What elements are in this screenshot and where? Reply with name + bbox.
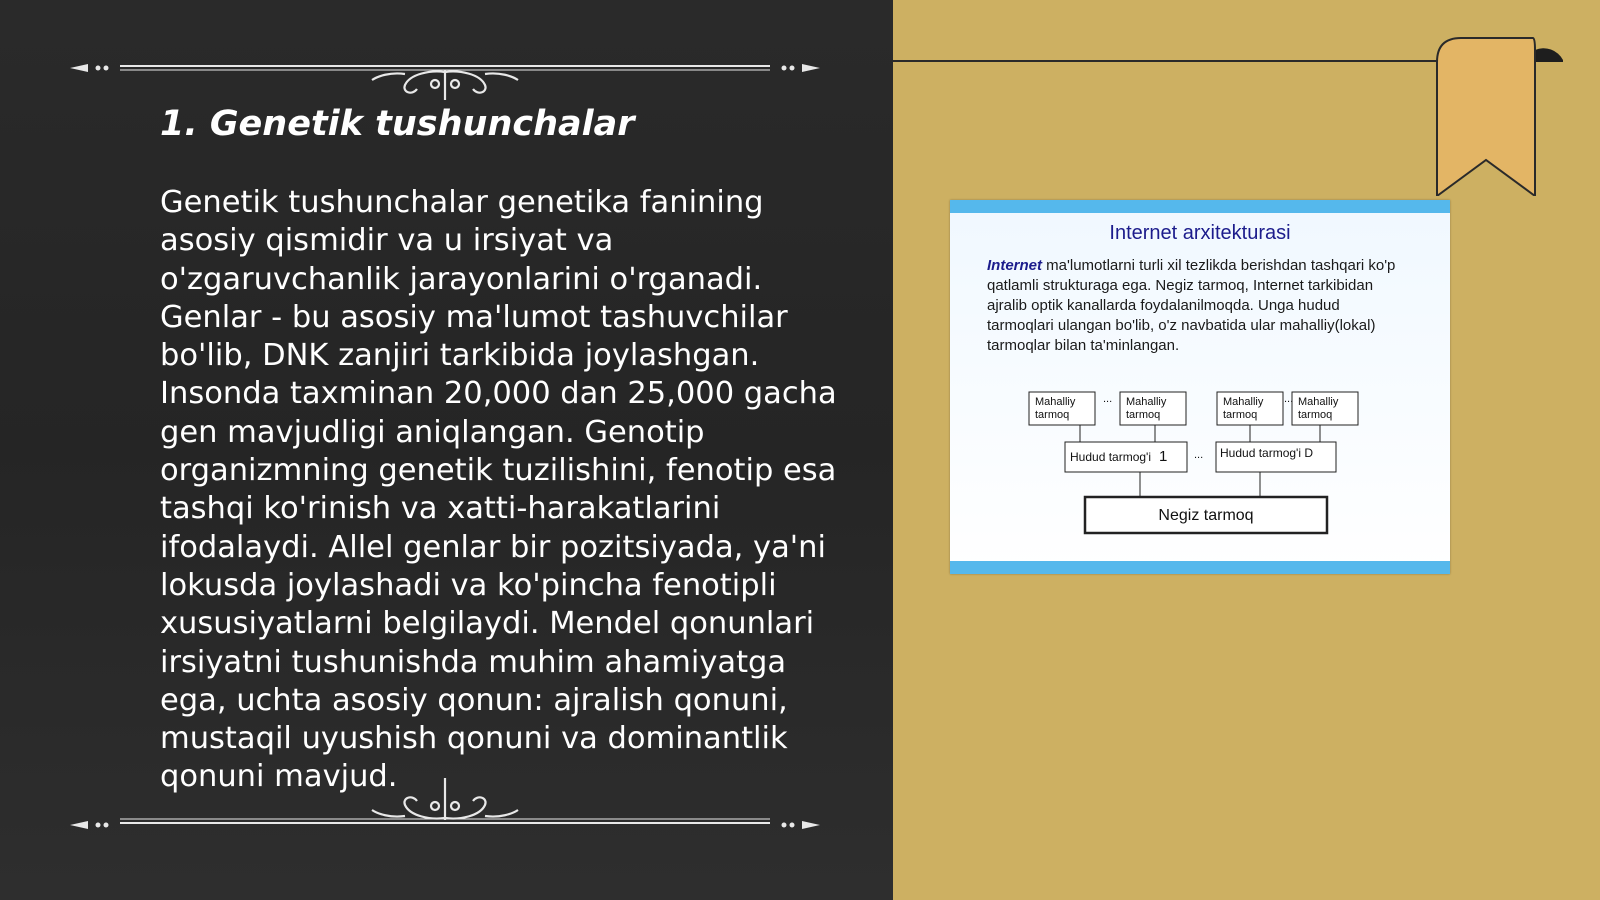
local-network-1-label1: Mahalliy [1035, 396, 1076, 408]
local-network-3-label1: Mahalliy [1223, 396, 1264, 408]
network-diagram [950, 200, 1450, 574]
bottom-ornament [60, 770, 830, 830]
thumbnail-title: Internet arxitekturasi [1109, 222, 1291, 244]
bookmark-ribbon-icon [1435, 36, 1565, 196]
ellipsis-1: ... [1103, 393, 1113, 405]
backbone-network-label: Negiz tarmoq [1158, 507, 1254, 524]
local-network-4-label1: Mahalliy [1298, 396, 1339, 408]
divider-line [893, 60, 1438, 62]
slide-title: 1. Genetik tushunchalar [160, 104, 635, 144]
thumbnail-text: ma'lumotlarni turli xil tezlikda berishdan tashqari ko'p qatlamli strukturaga ega. Negiz tarmoq, Internet tarkibidan ajralib optik kanallarda foydalanilmoqda. Unga hudud tarmoqlari ulangan bo'lib, o'z navbatida ular mahalliy(lokal) tarmoqlar bilan ta'minlangan. [987, 257, 1396, 354]
local-network-4-label2: tarmoq [1298, 409, 1333, 421]
top-ornament [60, 40, 830, 100]
thumbnail-bottom-bar [950, 561, 1450, 574]
region-network-1-label: Hudud tarmog'i [1070, 450, 1151, 464]
local-network-3-label2: tarmoq [1223, 409, 1258, 421]
ellipsis-2: ... [1284, 393, 1294, 405]
ellipsis-3: ... [1194, 449, 1204, 461]
local-network-1-label2: tarmoq [1035, 409, 1070, 421]
region-network-d-label: Hudud tarmog'i D [1220, 446, 1313, 460]
local-network-2-label2: tarmoq [1126, 409, 1161, 421]
thumbnail-lead-word: Internet [987, 257, 1043, 274]
slide-thumbnail [950, 200, 1450, 574]
local-network-2-label1: Mahalliy [1126, 396, 1167, 408]
region-network-1-number: 1 [1159, 448, 1168, 465]
slide-body-text: Genetik tushunchalar genetika fanining asosiy qismidir va u irsiyat va o'zgaruvchanlik jarayonlarini o'rganadi. Genlar - bu asosiy ma'lumot tashuvchilar bo'lib, DNK zanjiri tarkibida joylashgan. Insonda taxminan 20,000 dan 25,000 gacha gen mavjudligi aniqlangan. Genotip organizmning genetik tuzilishini, fenotip esa tashqi ko'rinish va xatti-harakatlarini ifodalaydi. Allel genlar bir pozitsiyada, ya'ni lokusda joylashadi va ko'pincha fenotipli xususiyatlarni belgilaydi. Mendel qonunlari irsiyatni tushunishda muhim ahamiyatga ega, uchta asosiy qonun: ajralish qonuni, mustaqil uyushish qonuni va dominantlik qonuni mavjud. [160, 185, 837, 795]
